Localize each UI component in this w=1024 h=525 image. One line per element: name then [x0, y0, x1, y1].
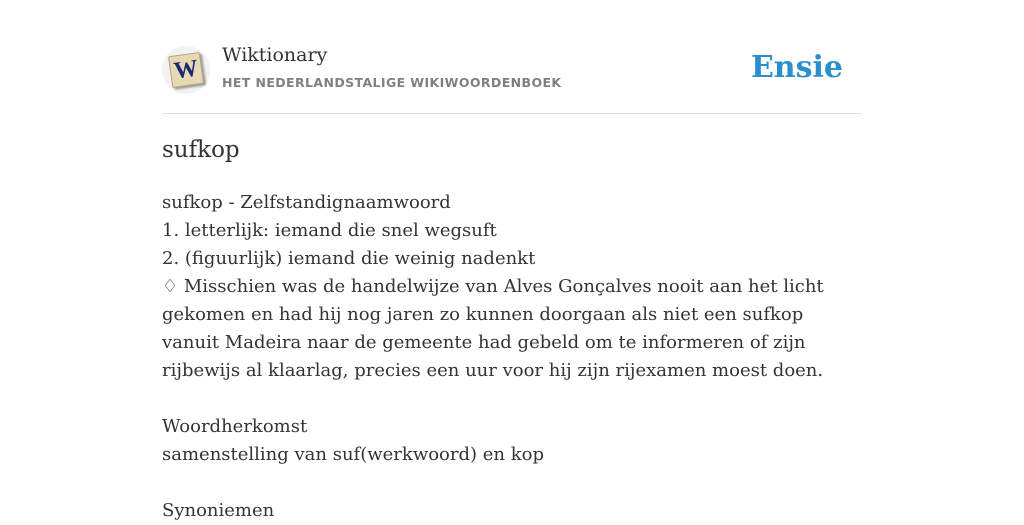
definition-1: 1. letterlijk: iemand die snel wegsuft [162, 220, 497, 241]
page [162, 0, 862, 521]
logo-letter: W [172, 55, 200, 85]
site-name[interactable]: Wiktionary [222, 44, 328, 66]
example-sentence: ♢ Misschien was de handelwijze van Alves Gonçalves nooit aan het licht gekomen en had hij nog jaren zo kunnen doorgaan als niet een sufkop vanuit Madeira naar de gemeente had gebeld om te informeren of zijn rijbewijs al klaarlag, precies een uur voor hij zijn rijexamen moest doen. [162, 276, 824, 381]
entry-content [162, 189, 862, 525]
spacer [162, 469, 862, 497]
entry-heading: sufkop - Zelfstandignaamwoord [162, 192, 451, 213]
definition-2: 2. (figuurlijk) iemand die weinig nadenkt [162, 248, 536, 269]
etymology-heading: Woordherkomst [162, 416, 308, 437]
spacer [162, 385, 862, 413]
synonyms-heading: Synoniemen [162, 500, 275, 521]
wiktionary-logo-icon[interactable] [162, 46, 210, 94]
ensie-brand-link[interactable]: Ensie [750, 50, 843, 85]
etymology-text: samenstelling van suf(werkwoord) en kop [162, 444, 544, 465]
site-header [162, 0, 862, 114]
logo-tile [168, 52, 204, 88]
entry-title: sufkop [162, 137, 240, 163]
site-tagline: HET NEDERLANDSTALIGE WIKIWOORDENBOEK [222, 75, 562, 90]
